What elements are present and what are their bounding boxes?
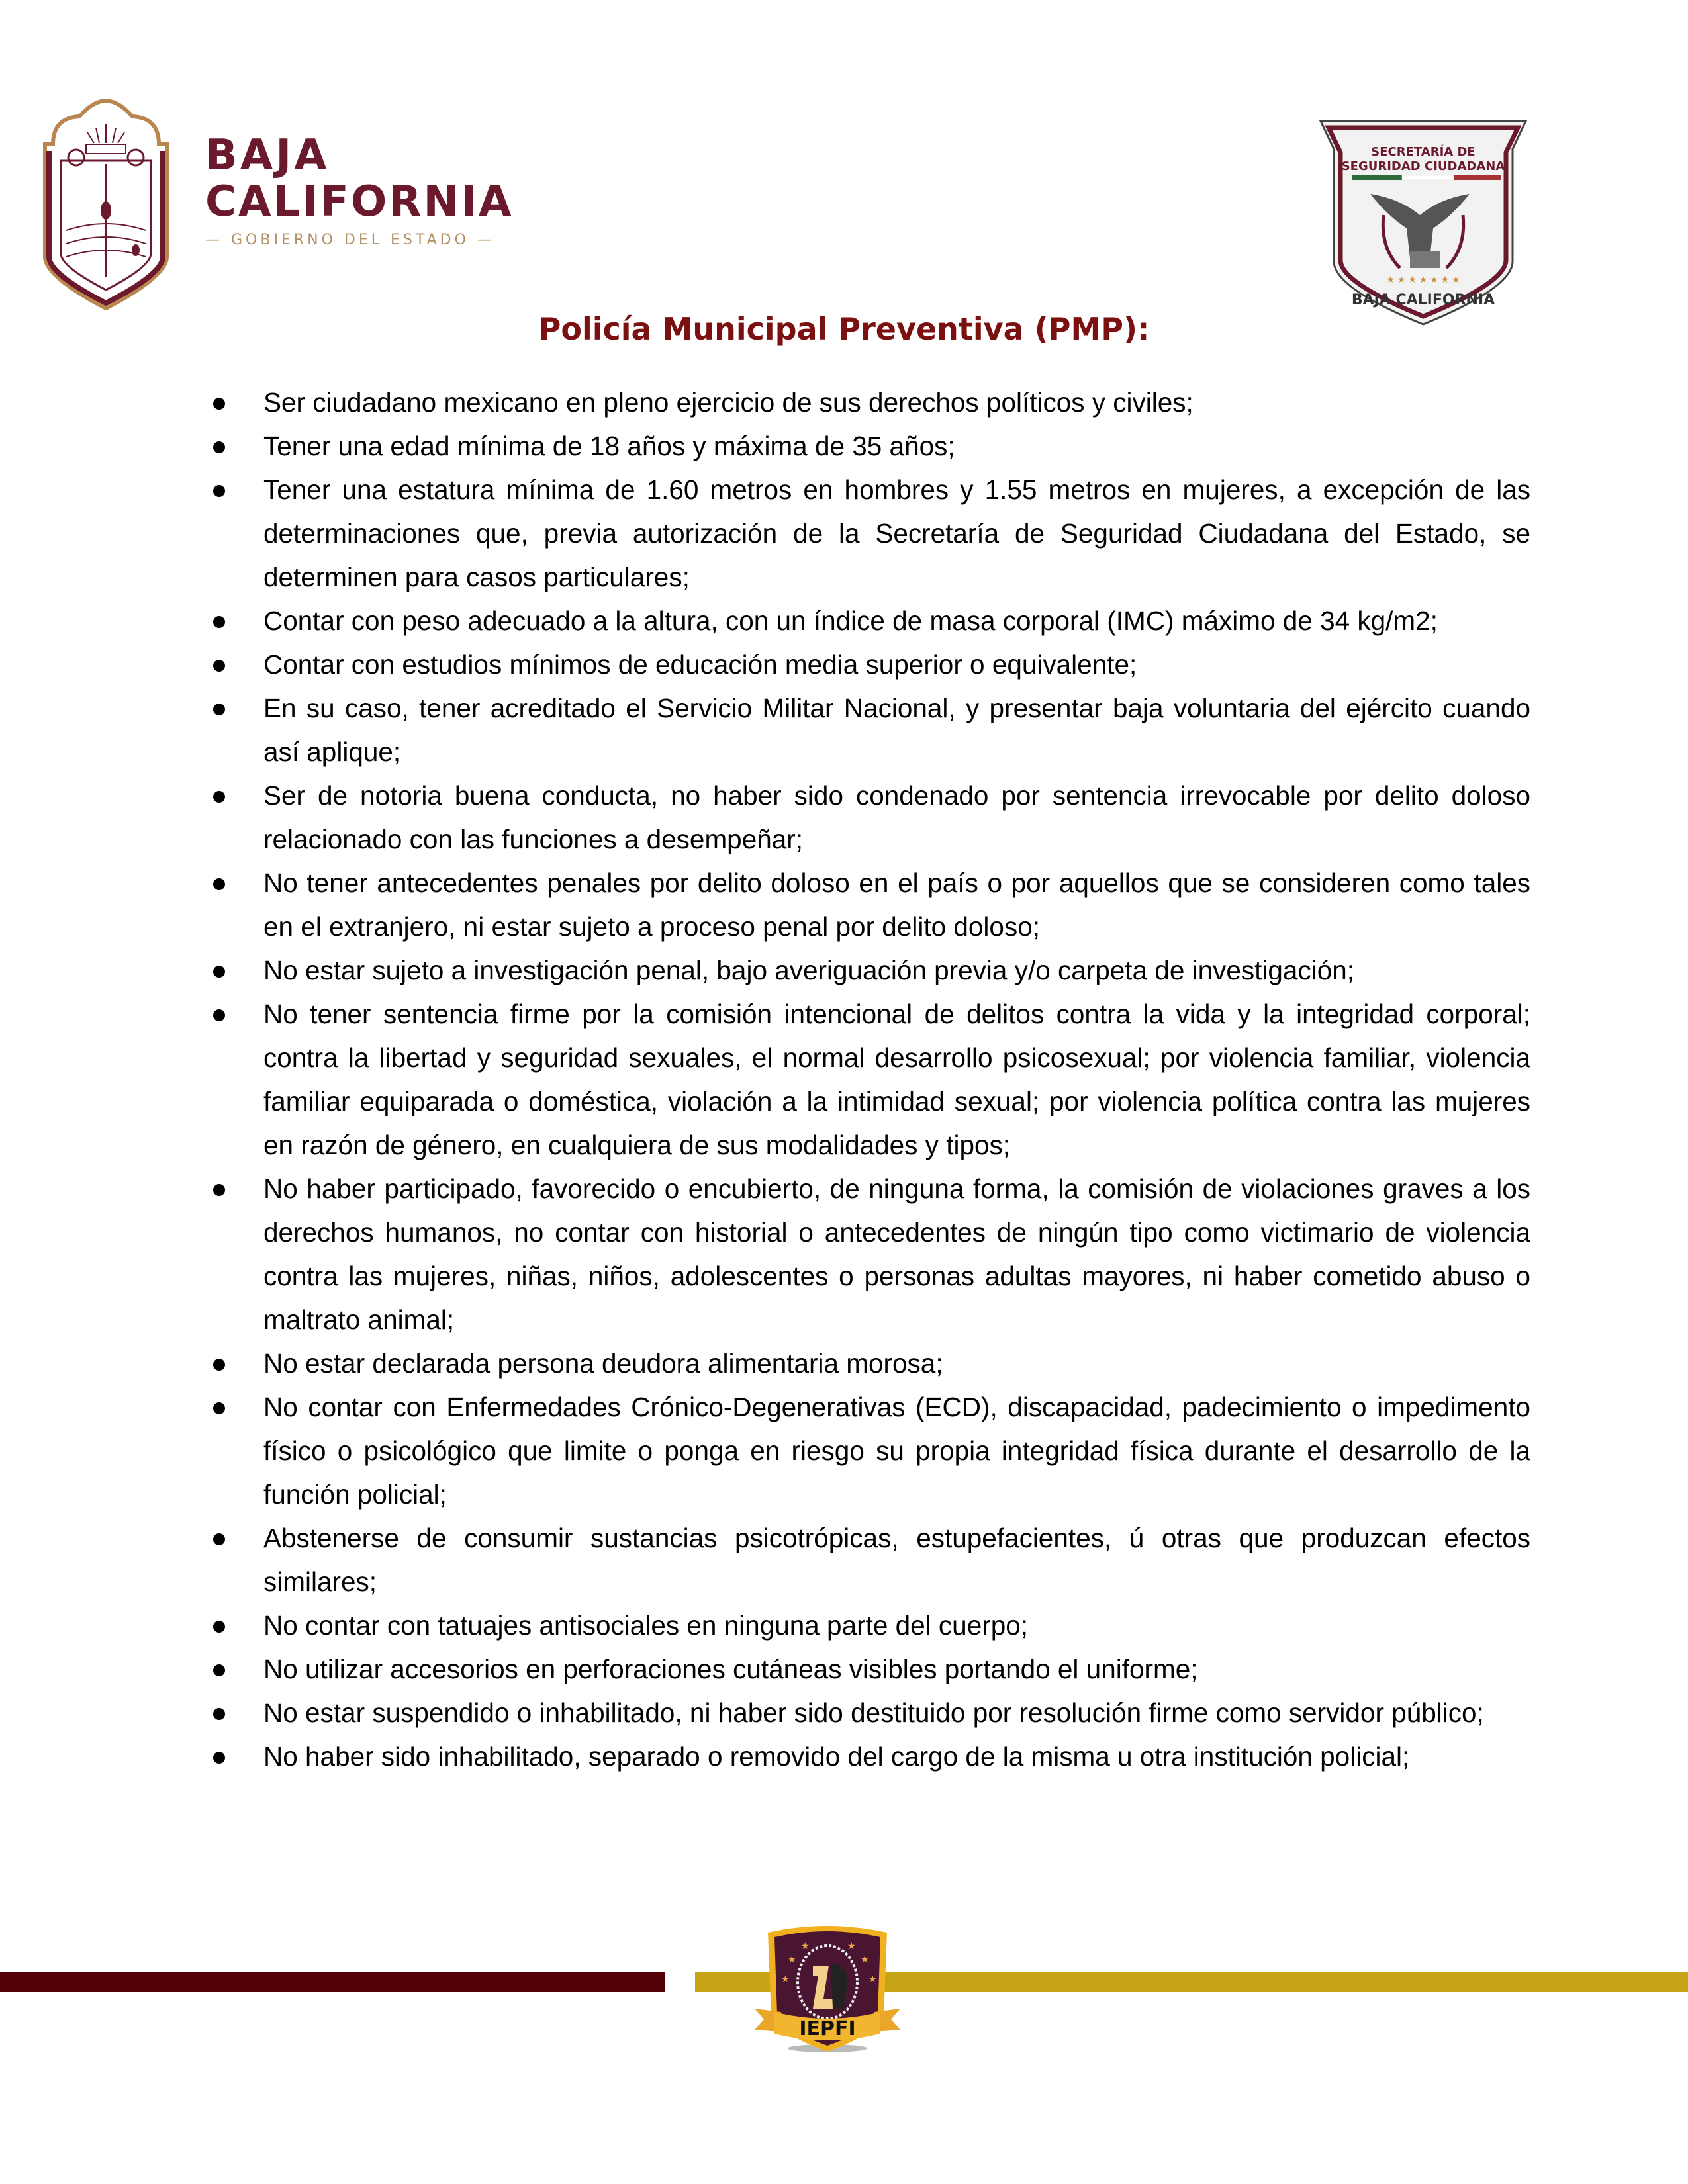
security-secretariat-logo [1314,116,1532,328]
list-item [199,381,1530,424]
requirement-text: No haber sido inhabilitado, separado o removido del cargo de la misma u otra institución policial; [263,1741,1410,1772]
bullet-icon [213,398,225,410]
bullet-icon [213,1402,225,1414]
list-item [199,861,1530,948]
requirement-text: No tener antecedentes penales por delito doloso en el país o por aquellos que se consideren como tales en el extranjero, ni estar sujeto a proceso penal por delito doloso; [263,868,1530,942]
flag-red-stripe [1454,175,1501,180]
bullet-icon [213,1621,225,1633]
requirement-text: No utilizar accesorios en perforaciones cutáneas visibles portando el uniforme; [263,1654,1198,1684]
bullet-icon [213,485,225,497]
requirement-text: No haber participado, favorecido o encubierto, de ninguna forma, la comisión de violaciones graves a los derechos humanos, no contar con historial o antecedentes de ningún tipo como victimario de violencia contra las mujeres, niñas, niños, adolescentes o personas adultas mayores, ni haber cometido abuso o maltrato animal; [263,1173,1530,1335]
list-item [199,1385,1530,1516]
requirement-text: No contar con tatuajes antisociales en ninguna parte del cuerpo; [263,1610,1029,1641]
footer-bar-maroon [0,1972,665,1992]
bullet-icon [213,1359,225,1371]
bullet-icon [213,1533,225,1545]
requirement-text: En su caso, tener acreditado el Servicio Militar Nacional, y presentar baja voluntaria del ejército cuando así aplique; [263,693,1530,767]
requirement-text: No tener sentencia firme por la comisión intencional de delitos contra la vida y la integridad corporal; contra la libertad y seguridad sexuales, el normal desarrollo psicosexual; por violencia familiar, violencia familiar equiparada o doméstica, violación a la intimidad sexual; por violencia política contra las mujeres en razón de género, en cualquiera de sus modalidades y tipos; [263,999,1530,1160]
bullet-icon [213,878,225,890]
requirement-text: Contar con peso adecuado a la altura, con un índice de masa corporal (IMC) máximo de 34 kg/m2; [263,606,1438,636]
requirement-text: Tener una estatura mínima de 1.60 metros en hombres y 1.55 metros en mujeres, a excepción de las determinaciones que, previa autorización de la Secretaría de Seguridad Ciudadana del Estado, se determinen para casos particulares; [263,475,1530,592]
list-item [199,1167,1530,1342]
logo-text-baja: BAJA [205,131,330,180]
requirement-text: Ser de notoria buena conducta, no haber sido condenado por sentencia irrevocable por delito doloso relacionado con las funciones a desempeñar; [263,780,1530,854]
requirement-text: Tener una edad mínima de 18 años y máxima de 35 años; [263,431,955,461]
requirement-text: No contar con Enfermedades Crónico-Degenerativas (ECD), discapacidad, padecimiento o impedimento físico o psicológico que limite o ponga en riesgo su propia integridad física durante el desarrollo de la función policial; [263,1392,1530,1510]
bullet-icon [213,704,225,715]
list-item [199,1516,1530,1604]
bullet-icon [213,1664,225,1676]
svg-text:★: ★ [868,1974,877,1984]
list-item [199,599,1530,643]
baja-california-logo [26,93,543,318]
bullet-icon [213,1708,225,1720]
svg-text:★: ★ [781,1974,790,1984]
flag-white-stripe [1402,175,1454,180]
logo-text-california: CALIFORNIA [205,177,514,226]
bullet-icon [213,1184,225,1196]
list-item [199,424,1530,468]
logo-text-seguridad: SEGURIDAD CIUDADANA [1341,159,1505,173]
bullet-icon [213,966,225,978]
svg-text:★: ★ [861,1954,869,1964]
bullet-icon [213,1752,225,1764]
requirement-text: No estar sujeto a investigación penal, bajo averiguación previa y/o carpeta de investigación; [263,955,1355,985]
page-title: Policía Municipal Preventiva (PMP): [538,311,1150,347]
requirement-text: Ser ciudadano mexicano en pleno ejercicio de sus derechos políticos y civiles; [263,387,1194,418]
bullet-icon [213,616,225,628]
bullet-icon [213,441,225,453]
list-item [199,686,1530,774]
svg-text:★: ★ [801,1940,810,1951]
logo-text-baja-california: BAJA CALIFORNIA [1351,292,1495,308]
logo-text-gobierno: — GOBIERNO DEL ESTADO — [205,232,495,248]
iepfi-text: IEPFI [799,2017,856,2040]
list-item [199,1691,1530,1735]
list-item [199,468,1530,599]
requirement-text: Contar con estudios mínimos de educación media superior o equivalente; [263,649,1137,680]
list-item [199,1647,1530,1691]
requirement-text: No estar suspendido o inhabilitado, ni haber sido destituido por resolución firme como servidor público; [263,1698,1484,1728]
requirements-list [199,381,1530,1778]
requirement-text: Abstenerse de consumir sustancias psicotrópicas, estupefacientes, ú otras que produzcan efectos similares; [263,1523,1530,1597]
requirement-text: No estar declarada persona deudora alimentaria morosa; [263,1348,943,1379]
bullet-icon [213,660,225,672]
bullet-icon [213,1009,225,1021]
list-item [199,1342,1530,1385]
stars-icon: ★ ★ ★ ★ ★ ★ ★ [1386,274,1460,285]
bullet-icon [213,791,225,803]
logo-text-secretaria: SECRETARÍA DE [1371,145,1476,159]
svg-text:★: ★ [788,1954,796,1964]
list-item [199,1735,1530,1778]
list-item [199,1604,1530,1647]
list-item [199,948,1530,992]
list-item [199,774,1530,861]
state-coat-of-arms-icon [26,98,185,310]
flag-green-stripe [1352,175,1402,180]
list-item [199,643,1530,686]
iepfi-logo [755,1916,900,2058]
svg-text:★: ★ [847,1940,856,1951]
list-item [199,992,1530,1167]
